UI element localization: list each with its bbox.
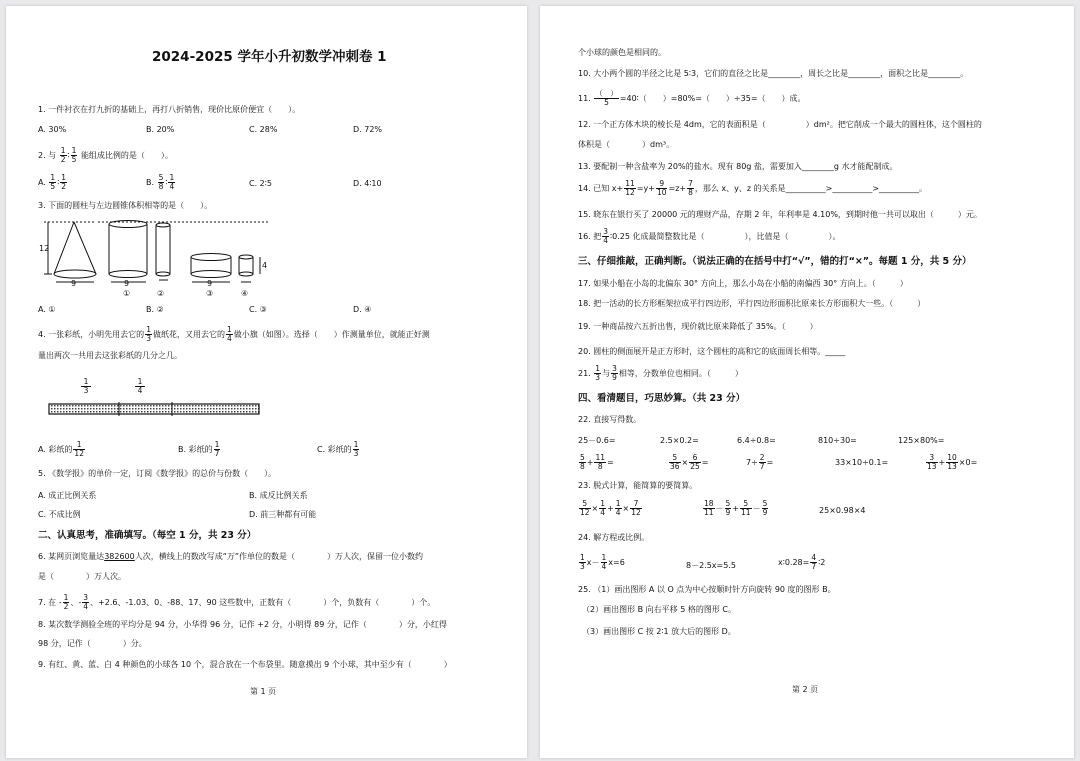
question-1: 1. 一件衬衣在打九折的基础上，再打八折销售，现价比原价便宜（ ）。 <box>38 105 301 114</box>
page-number: 第 2 页 <box>792 685 819 694</box>
page-title: 2024-2025 学年小升初数学冲刺卷 1 <box>152 49 387 65</box>
question-9: 9. 有红、黄、蓝、白 4 种颜色的小球各 10 个，混合放在一个布袋里。随意摸出 9 个小球，其中至少有（ ） <box>38 660 452 669</box>
question-8: 8. 某次数学测验全班的平均分是 94 分，小华得 96 分，记作 +2 分，小明得 89 分，记作（ ）分，小红得 <box>38 620 447 629</box>
label-dia-9: 9 <box>71 279 77 288</box>
q1-option-b: B. 20% <box>146 125 175 134</box>
q22-item-7: $\frac{5}{36}$ × $\frac{6}{25}$ = <box>670 453 709 471</box>
q4-option-c: C. 彩纸的 $\frac{1}{3}$ <box>317 440 359 458</box>
question-17: 17. 如果小船在小岛的北偏东 30° 方向上，那么小岛在小船的南偏西 30° 方向上。（ ） <box>578 279 908 288</box>
tick-one-quarter: 1 4 <box>135 378 145 395</box>
q3-option-b: B. ② <box>146 305 164 314</box>
q4-option-b: B. 彩纸的 $\frac{1}{7}$ <box>178 440 220 458</box>
question-5: 5. 《数学报》的单价一定，订阅《数学报》的总价与份数（ ）。 <box>38 469 277 478</box>
q23-item-2: $\frac{18}{11}$ － $\frac{5}{9}$ + $\frac{5}{11}$ － $\frac{5}{9}$ <box>704 499 768 517</box>
q22-item-9: 33×10÷0.1= <box>835 458 889 467</box>
q22-item-6: $\frac{5}{8}$ + $\frac{11}{8}$ = <box>580 453 614 471</box>
section-3-heading: 三、仔细推敲，正确判断。（说法正确的在括号中打“√”，错的打“×”。每题 1 分，共 5 分） <box>578 256 972 267</box>
cone-and-cylinders-figure <box>36 216 281 301</box>
q5-option-b: B. 成反比例关系 <box>249 491 308 500</box>
question-23: 23. 脱式计算，能简算的要简算。 <box>578 481 698 490</box>
question-4: 4. 一张彩纸，小明先用去它的 $\frac{1}{3}$ 做纸花，又用去它的 $\frac{1}{4}$ 做小旗（如图）。选择（ ）作测量单位，就能正好测 <box>38 325 430 343</box>
question-4-line-2: 量出两次一共用去这张彩纸的几分之几。 <box>38 351 182 360</box>
q24-item-2: 8－2.5x=5.5 <box>686 561 736 570</box>
q2-prefix: 2. 与 <box>38 151 57 160</box>
page-1 <box>6 6 527 758</box>
section-4-heading: 四、看清题目，巧思妙算。（共 23 分） <box>578 393 746 404</box>
question-19: 19. 一种商品按六五折出售，现价就比原来降低了 35%。（ ） <box>578 322 818 331</box>
question-15: 15. 晓东在银行买了 20000 元的理财产品，存期 2 年，年利率是 4.10%，到期时他一共可以取出（ ）元。 <box>578 210 982 219</box>
q2-suffix: 能组成比例的是（ ）。 <box>80 151 173 160</box>
q3-option-a: A. ① <box>38 305 56 314</box>
q3-option-d: D. ④ <box>353 305 372 314</box>
q24-item-1: $\frac{1}{3}$ x－ $\frac{1}{4}$ x=6 <box>580 553 625 571</box>
q23-item-1: $\frac{5}{12}$ × $\frac{1}{4}$ + $\frac{1}{4}$ × $\frac{7}{12}$ <box>580 499 641 517</box>
paper-strip-figure <box>48 402 260 416</box>
q3-option-c: C. ③ <box>249 305 267 314</box>
q1-option-a: A. 30% <box>38 125 67 134</box>
fraction: $\frac{1}{2}$ <box>60 146 66 164</box>
q22-item-10: $\frac{3}{13}$ + $\frac{10}{13}$ ×0= <box>927 453 978 471</box>
q22-item-1: 25－0.6= <box>578 436 616 445</box>
question-7: 7. 在 - $\frac{1}{2}$ 、- $\frac{3}{4}$ 、+2.6、-1.03、0、-88、17、90 这些数中，正数有（ ）个，负数有（ ）个。 <box>38 593 436 611</box>
fraction: $\frac{1}{5}$ <box>71 146 77 164</box>
question-25-part-3: （3）画出图形 C 按 2∶1 放大后的图形 D。 <box>582 627 736 636</box>
question-25-part-2: （2）画出图形 B 向右平移 5 格的图形 C。 <box>582 605 736 614</box>
q22-item-4: 810÷30= <box>818 436 857 445</box>
question-2: 2. 与 $\frac{1}{2}$ ∶ $\frac{1}{5}$ 能组成比例的是（ ）。 <box>38 146 173 164</box>
q2-option-a: A. $\frac{1}{5}$ ∶ $\frac{1}{2}$ <box>38 173 67 191</box>
question-20: 20. 圆柱的侧面展开是正方形时，这个圆柱的高和它的底面周长相等。_____ <box>578 347 846 356</box>
svg-text:③: ③ <box>206 289 214 298</box>
question-21: 21. $\frac{1}{3}$ 与 $\frac{3}{9}$ 相等，分数单位也相同。（ ） <box>578 364 743 382</box>
q2-option-c: C. 2∶5 <box>249 179 272 188</box>
question-6: 6. 某网页浏览量达382600人次，横线上的数改写成“万”作单位的数是（ ）万人次，保留一位小数约 <box>38 552 424 561</box>
question-12-line-2: 体积是（ ）dm³。 <box>578 140 675 149</box>
question-25-part-1: 25. （1）画出图形 A 以 O 点为中心按顺时针方向旋转 90 度的图形 B。 <box>578 585 836 594</box>
tick-one-third: 1 3 <box>81 378 91 395</box>
q22-item-2: 2.5×0.2= <box>660 436 699 445</box>
q22-item-8: 7÷ $\frac{2}{7}$ = <box>746 453 774 471</box>
q5-option-a: A. 成正比例关系 <box>38 491 97 500</box>
question-14: 14. 已知 x+ $\frac{11}{12}$ =y+ $\frac{9}{10}$ =z+ $\frac{7}{8}$ ，那么 x、y、z 的关系是__________>__________>__________。 <box>578 179 928 197</box>
q5-option-d: D. 前三种都有可能 <box>249 510 317 519</box>
question-12: 12. 一个正方体木块的棱长是 4dm，它的表面积是（ ）dm²。把它削成一个最大的圆柱体，这个圆柱的 <box>578 120 982 129</box>
q23-item-3: 25×0.98×4 <box>819 506 866 515</box>
question-3: 3. 下面的圆柱与左边圆锥体积相等的是（ ）。 <box>38 201 213 210</box>
label-height-12: 12 <box>39 244 50 253</box>
page-number: 第 1 页 <box>250 687 277 696</box>
page-2 <box>540 6 1074 758</box>
q4-option-a: A. 彩纸的 $\frac{1}{12}$ <box>38 440 84 458</box>
q1-option-d: D. 72% <box>353 125 383 134</box>
question-10: 10. 大小两个圆的半径之比是 5∶3，它们的直径之比是________，周长之比是________，面积之比是________。 <box>578 69 969 78</box>
q24-item-3: x∶0.28= $\frac{4}{7}$ ∶2 <box>778 553 826 571</box>
svg-text:4: 4 <box>262 261 268 270</box>
svg-text:9: 9 <box>207 279 213 288</box>
question-9-continued: 个小球的颜色是相同的。 <box>578 48 666 57</box>
svg-text:②: ② <box>157 289 165 298</box>
svg-text:①: ① <box>123 289 131 298</box>
question-8-line-2: 98 分，记作（ ）分。 <box>38 639 147 648</box>
question-11: 11. （ ） 5 =40∶（ ）=80%=（ ）÷35=（ ）成。 <box>578 89 806 107</box>
section-2-heading: 二、认真思考，准确填写。（每空 1 分，共 23 分） <box>38 530 257 541</box>
q5-option-c: C. 不成比例 <box>38 510 81 519</box>
question-22: 22. 直接写得数。 <box>578 415 642 424</box>
q1-option-c: C. 28% <box>249 125 278 134</box>
q2-option-d: D. 4∶10 <box>353 179 382 188</box>
question-6-line-2: 是（ ）万人次。 <box>38 572 126 581</box>
svg-text:④: ④ <box>241 289 249 298</box>
question-16: 16. 把 $\frac{3}{4}$ ∶0.25 化成最简整数比是（ ），比值是（ ）。 <box>578 227 841 245</box>
q22-item-3: 6.4÷0.8= <box>737 436 776 445</box>
question-18: 18. 把一活动的长方形框架拉成平行四边形，平行四边形面积比原来长方形面积大一些。（ ） <box>578 299 926 308</box>
q2-option-b: B. $\frac{5}{8}$ ∶ $\frac{1}{4}$ <box>146 173 175 191</box>
svg-text:9: 9 <box>124 279 130 288</box>
q22-item-5: 125×80%= <box>898 436 945 445</box>
question-13: 13. 要配制一种含盐率为 20%的盐水。现有 80g 盐，需要加入________g 水才能配制成。 <box>578 162 898 171</box>
question-24: 24. 解方程或比例。 <box>578 533 650 542</box>
